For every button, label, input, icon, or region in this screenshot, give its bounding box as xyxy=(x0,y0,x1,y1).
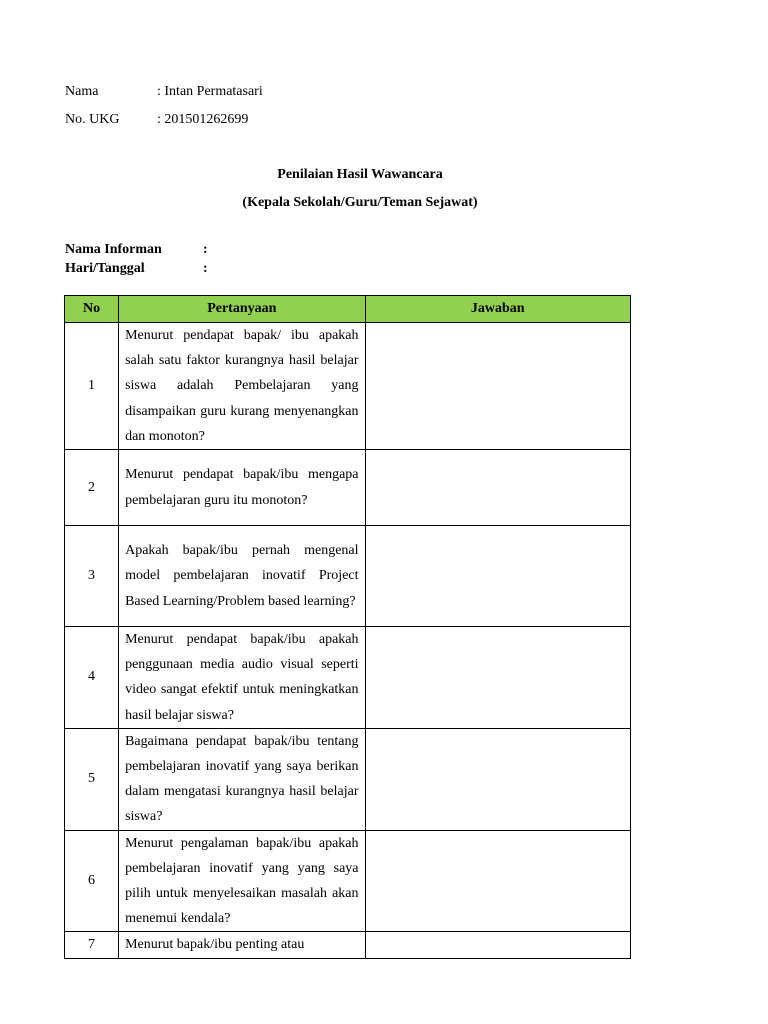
question-cell xyxy=(119,830,365,932)
informan-name-colon: : xyxy=(203,242,208,257)
answer-cell[interactable] xyxy=(365,728,630,830)
page-subtitle: (Kepala Sekolah/Guru/Teman Sejawat) xyxy=(242,195,478,210)
question-cell xyxy=(119,450,365,526)
row-number: 6 xyxy=(65,830,119,932)
table-row xyxy=(65,627,631,729)
answer-cell[interactable] xyxy=(365,627,630,729)
nama-label: Nama xyxy=(65,84,99,99)
row-number: 7 xyxy=(65,932,119,958)
question-text: Menurut pendapat bapak/ibu mengapa pembelajaran guru itu monoton? xyxy=(125,467,359,508)
page-title: Penilaian Hasil Wawancara xyxy=(277,167,443,182)
hari-tanggal-label: Hari/Tanggal xyxy=(65,261,145,276)
interview-table xyxy=(64,295,631,959)
question-cell xyxy=(119,932,365,958)
answer-cell[interactable] xyxy=(365,526,630,627)
row-number: 4 xyxy=(65,627,119,729)
table-row xyxy=(65,323,631,450)
row-number: 5 xyxy=(65,728,119,830)
question-text: Menurut bapak/ibu penting atau xyxy=(125,937,305,953)
question-text: Menurut pendapat bapak/ibu apakah penggunaan media audio visual seperti video sangat efektif untuk meningkatkan hasil belajar siswa? xyxy=(125,632,359,723)
row-number: 2 xyxy=(65,450,119,526)
header-pertanyaan: Pertanyaan xyxy=(119,296,365,323)
question-cell xyxy=(119,323,365,450)
table-header-row xyxy=(65,296,631,323)
informan-name-label: Nama Informan xyxy=(65,242,162,257)
ukg-label: No. UKG xyxy=(65,112,120,127)
table-row xyxy=(65,526,631,627)
question-cell xyxy=(119,728,365,830)
hari-tanggal-colon: : xyxy=(203,261,208,276)
row-number: 1 xyxy=(65,323,119,450)
table-row xyxy=(65,932,631,958)
nama-value: : Intan Permatasari xyxy=(157,84,263,99)
answer-cell[interactable] xyxy=(365,323,630,450)
question-text: Bagaimana pendapat bapak/ibu tentang pembelajaran inovatif yang saya berikan dalam mengatasi kurangnya hasil belajar siswa? xyxy=(125,733,359,825)
question-text: Apakah bapak/ibu pernah mengenal model pembelajaran inovatif Project Based Learning/Problem based learning? xyxy=(125,543,359,609)
table-row xyxy=(65,728,631,830)
question-text: Menurut pendapat bapak/ ibu apakah salah satu faktor kurangnya hasil belajar siswa adalah Pembelajaran yang disampaikan guru kurang menyenangkan dan monoton? xyxy=(125,328,359,444)
row-number: 3 xyxy=(65,526,119,627)
question-text: Menurut pengalaman bapak/ibu apakah pembelajaran inovatif yang yang saya pilih untuk menyelesaikan masalah akan menemui kendala? xyxy=(125,835,359,927)
question-cell xyxy=(119,627,365,729)
header-jawaban: Jawaban xyxy=(365,296,630,323)
answer-cell[interactable] xyxy=(365,450,630,526)
answer-cell[interactable] xyxy=(365,830,630,932)
table-row xyxy=(65,830,631,932)
answer-cell[interactable] xyxy=(365,932,630,958)
ukg-value: : 201501262699 xyxy=(157,112,249,127)
question-cell xyxy=(119,526,365,627)
header-no: No xyxy=(65,296,119,323)
table-row xyxy=(65,450,631,526)
